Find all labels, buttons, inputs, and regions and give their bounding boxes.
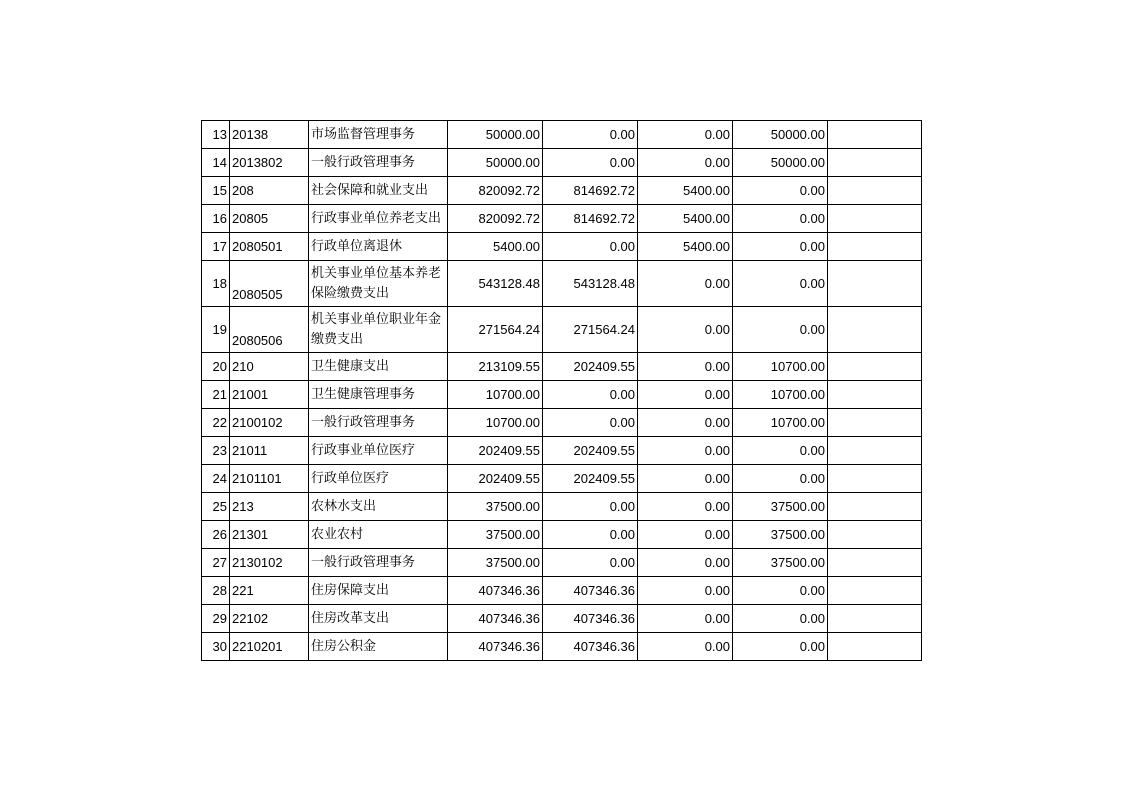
subject-code-cell: 213 [230, 493, 309, 521]
total-amount-cell: 37500.00 [448, 549, 543, 577]
other-expenditure-cell: 37500.00 [733, 521, 828, 549]
table-row [202, 261, 922, 307]
total-amount-cell: 407346.36 [448, 605, 543, 633]
project-expenditure-cell: 0.00 [638, 149, 733, 177]
subject-name-cell: 一般行政管理事务 [309, 149, 448, 177]
row-number-cell: 29 [202, 605, 230, 633]
basic-expenditure-cell: 0.00 [543, 121, 638, 149]
table-row [202, 493, 922, 521]
row-number-cell: 24 [202, 465, 230, 493]
subject-name-cell: 住房改革支出 [309, 605, 448, 633]
row-number-cell: 16 [202, 205, 230, 233]
other-expenditure-cell: 0.00 [733, 577, 828, 605]
subject-name-cell: 一般行政管理事务 [309, 409, 448, 437]
other-expenditure-cell: 0.00 [733, 437, 828, 465]
total-amount-cell: 202409.55 [448, 465, 543, 493]
project-expenditure-cell: 0.00 [638, 465, 733, 493]
basic-expenditure-cell: 0.00 [543, 233, 638, 261]
empty-cell [828, 381, 922, 409]
basic-expenditure-cell: 0.00 [543, 549, 638, 577]
project-expenditure-cell: 5400.00 [638, 177, 733, 205]
subject-name-cell: 卫生健康支出 [309, 353, 448, 381]
empty-cell [828, 205, 922, 233]
basic-expenditure-cell: 202409.55 [543, 353, 638, 381]
subject-code-cell: 210 [230, 353, 309, 381]
subject-name-cell: 卫生健康管理事务 [309, 381, 448, 409]
basic-expenditure-cell: 0.00 [543, 521, 638, 549]
subject-code-cell: 20138 [230, 121, 309, 149]
total-amount-cell: 213109.55 [448, 353, 543, 381]
basic-expenditure-cell: 0.00 [543, 409, 638, 437]
project-expenditure-cell: 5400.00 [638, 205, 733, 233]
table-row [202, 605, 922, 633]
total-amount-cell: 271564.24 [448, 307, 543, 353]
subject-code-cell: 21011 [230, 437, 309, 465]
basic-expenditure-cell: 407346.36 [543, 577, 638, 605]
other-expenditure-cell: 0.00 [733, 633, 828, 661]
basic-expenditure-cell: 0.00 [543, 493, 638, 521]
project-expenditure-cell: 0.00 [638, 409, 733, 437]
subject-code-cell: 2080506 [230, 307, 309, 353]
table-row [202, 149, 922, 177]
subject-code-cell: 2100102 [230, 409, 309, 437]
subject-name-cell: 行政单位医疗 [309, 465, 448, 493]
total-amount-cell: 407346.36 [448, 577, 543, 605]
total-amount-cell: 37500.00 [448, 493, 543, 521]
other-expenditure-cell: 0.00 [733, 177, 828, 205]
table-row [202, 177, 922, 205]
table-row [202, 577, 922, 605]
project-expenditure-cell: 0.00 [638, 521, 733, 549]
basic-expenditure-cell: 0.00 [543, 149, 638, 177]
subject-code-cell: 2013802 [230, 149, 309, 177]
basic-expenditure-cell: 814692.72 [543, 177, 638, 205]
other-expenditure-cell: 50000.00 [733, 121, 828, 149]
subject-code-cell: 2080501 [230, 233, 309, 261]
empty-cell [828, 149, 922, 177]
table-row [202, 205, 922, 233]
row-number-cell: 21 [202, 381, 230, 409]
total-amount-cell: 202409.55 [448, 437, 543, 465]
project-expenditure-cell: 0.00 [638, 437, 733, 465]
project-expenditure-cell: 0.00 [638, 577, 733, 605]
other-expenditure-cell: 37500.00 [733, 493, 828, 521]
subject-name-cell: 农业农村 [309, 521, 448, 549]
subject-code-cell: 208 [230, 177, 309, 205]
row-number-cell: 20 [202, 353, 230, 381]
row-number-cell: 26 [202, 521, 230, 549]
empty-cell [828, 409, 922, 437]
total-amount-cell: 10700.00 [448, 409, 543, 437]
other-expenditure-cell: 0.00 [733, 233, 828, 261]
other-expenditure-cell: 0.00 [733, 605, 828, 633]
basic-expenditure-cell: 202409.55 [543, 465, 638, 493]
subject-code-cell: 2210201 [230, 633, 309, 661]
basic-expenditure-cell: 543128.48 [543, 261, 638, 307]
subject-name-cell: 住房公积金 [309, 633, 448, 661]
table-row [202, 381, 922, 409]
subject-code-cell: 21301 [230, 521, 309, 549]
empty-cell [828, 437, 922, 465]
subject-name-cell: 行政事业单位医疗 [309, 437, 448, 465]
table-row [202, 633, 922, 661]
row-number-cell: 15 [202, 177, 230, 205]
row-number-cell: 13 [202, 121, 230, 149]
project-expenditure-cell: 0.00 [638, 353, 733, 381]
empty-cell [828, 353, 922, 381]
total-amount-cell: 543128.48 [448, 261, 543, 307]
subject-name-cell: 社会保障和就业支出 [309, 177, 448, 205]
empty-cell [828, 261, 922, 307]
other-expenditure-cell: 0.00 [733, 465, 828, 493]
table-row [202, 353, 922, 381]
empty-cell [828, 307, 922, 353]
row-number-cell: 22 [202, 409, 230, 437]
table-row [202, 409, 922, 437]
empty-cell [828, 493, 922, 521]
basic-expenditure-cell: 407346.36 [543, 605, 638, 633]
subject-code-cell: 21001 [230, 381, 309, 409]
project-expenditure-cell: 0.00 [638, 605, 733, 633]
empty-cell [828, 233, 922, 261]
row-number-cell: 25 [202, 493, 230, 521]
subject-code-cell: 221 [230, 577, 309, 605]
table-row [202, 521, 922, 549]
project-expenditure-cell: 0.00 [638, 261, 733, 307]
row-number-cell: 28 [202, 577, 230, 605]
empty-cell [828, 633, 922, 661]
table-row [202, 233, 922, 261]
total-amount-cell: 50000.00 [448, 121, 543, 149]
project-expenditure-cell: 0.00 [638, 549, 733, 577]
basic-expenditure-cell: 0.00 [543, 381, 638, 409]
other-expenditure-cell: 10700.00 [733, 381, 828, 409]
empty-cell [828, 121, 922, 149]
row-number-cell: 17 [202, 233, 230, 261]
project-expenditure-cell: 0.00 [638, 381, 733, 409]
other-expenditure-cell: 0.00 [733, 205, 828, 233]
basic-expenditure-cell: 271564.24 [543, 307, 638, 353]
budget-table-body [202, 121, 922, 661]
other-expenditure-cell: 0.00 [733, 261, 828, 307]
subject-name-cell: 机关事业单位基本养老保险缴费支出 [309, 261, 448, 307]
subject-name-cell: 机关事业单位职业年金缴费支出 [309, 307, 448, 353]
total-amount-cell: 820092.72 [448, 177, 543, 205]
other-expenditure-cell: 0.00 [733, 307, 828, 353]
subject-code-cell: 2101101 [230, 465, 309, 493]
row-number-cell: 30 [202, 633, 230, 661]
empty-cell [828, 465, 922, 493]
other-expenditure-cell: 10700.00 [733, 353, 828, 381]
subject-code-cell: 22102 [230, 605, 309, 633]
total-amount-cell: 10700.00 [448, 381, 543, 409]
table-row [202, 307, 922, 353]
subject-code-cell: 20805 [230, 205, 309, 233]
total-amount-cell: 820092.72 [448, 205, 543, 233]
basic-expenditure-cell: 202409.55 [543, 437, 638, 465]
subject-code-cell: 2080505 [230, 261, 309, 307]
subject-name-cell: 行政事业单位养老支出 [309, 205, 448, 233]
table-row [202, 465, 922, 493]
table-row [202, 121, 922, 149]
empty-cell [828, 549, 922, 577]
budget-table [201, 120, 922, 661]
empty-cell [828, 577, 922, 605]
project-expenditure-cell: 5400.00 [638, 233, 733, 261]
row-number-cell: 27 [202, 549, 230, 577]
subject-name-cell: 农林水支出 [309, 493, 448, 521]
basic-expenditure-cell: 814692.72 [543, 205, 638, 233]
row-number-cell: 14 [202, 149, 230, 177]
total-amount-cell: 50000.00 [448, 149, 543, 177]
table-row [202, 549, 922, 577]
empty-cell [828, 521, 922, 549]
project-expenditure-cell: 0.00 [638, 307, 733, 353]
project-expenditure-cell: 0.00 [638, 633, 733, 661]
subject-name-cell: 行政单位离退休 [309, 233, 448, 261]
project-expenditure-cell: 0.00 [638, 121, 733, 149]
total-amount-cell: 5400.00 [448, 233, 543, 261]
row-number-cell: 18 [202, 261, 230, 307]
total-amount-cell: 407346.36 [448, 633, 543, 661]
other-expenditure-cell: 10700.00 [733, 409, 828, 437]
total-amount-cell: 37500.00 [448, 521, 543, 549]
project-expenditure-cell: 0.00 [638, 493, 733, 521]
basic-expenditure-cell: 407346.36 [543, 633, 638, 661]
subject-name-cell: 住房保障支出 [309, 577, 448, 605]
subject-code-cell: 2130102 [230, 549, 309, 577]
other-expenditure-cell: 50000.00 [733, 149, 828, 177]
subject-name-cell: 市场监督管理事务 [309, 121, 448, 149]
row-number-cell: 23 [202, 437, 230, 465]
table-row [202, 437, 922, 465]
empty-cell [828, 177, 922, 205]
row-number-cell: 19 [202, 307, 230, 353]
subject-name-cell: 一般行政管理事务 [309, 549, 448, 577]
empty-cell [828, 605, 922, 633]
other-expenditure-cell: 37500.00 [733, 549, 828, 577]
